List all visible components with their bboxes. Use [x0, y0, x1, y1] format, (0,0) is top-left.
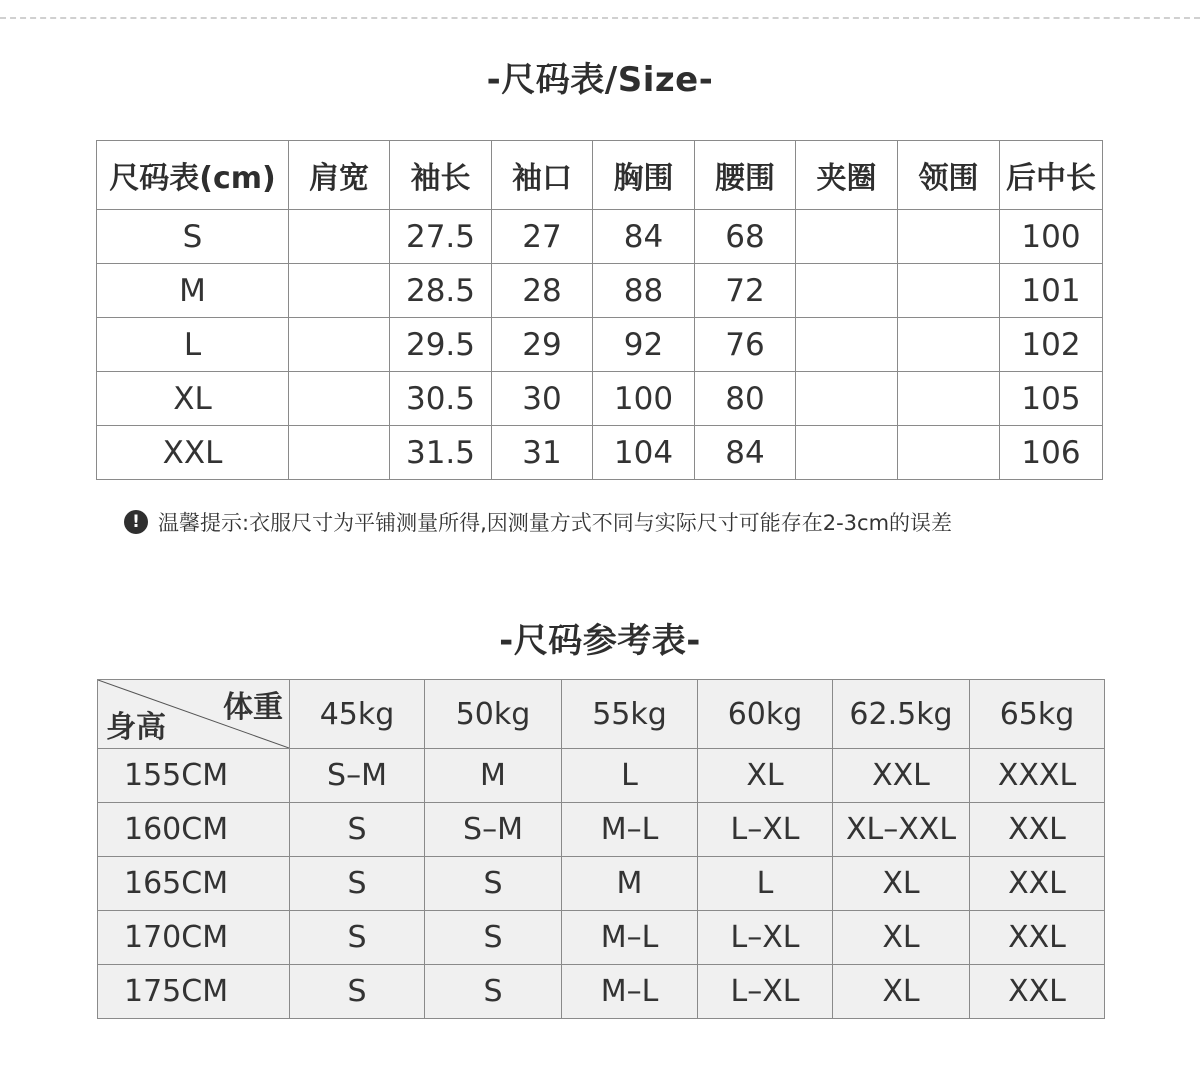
measurement-cell: 29 — [492, 318, 593, 372]
size-row — [97, 264, 1103, 318]
recommended-size-cell: S — [425, 857, 562, 911]
recommended-size-cell: S — [290, 857, 425, 911]
measurement-cell — [796, 372, 898, 426]
measurement-cell: 29.5 — [390, 318, 492, 372]
measurement-cell: 88 — [593, 264, 695, 318]
measurement-cell: 30.5 — [390, 372, 492, 426]
weight-label: 体重 — [223, 690, 283, 725]
recommended-size-cell: XXL — [970, 965, 1105, 1019]
measurement-cell: 100 — [1000, 210, 1103, 264]
size-notice — [124, 505, 952, 539]
recommended-size-cell: S — [425, 965, 562, 1019]
reference-table-title: -尺码参考表- — [499, 621, 701, 661]
size-reference-table — [97, 679, 1105, 1019]
measurement-cell — [796, 318, 898, 372]
height-cell: 170CM — [98, 911, 290, 965]
header-chest: 胸围 — [593, 141, 695, 210]
measurement-cell: 28.5 — [390, 264, 492, 318]
measurement-cell — [289, 318, 390, 372]
measurement-cell: 72 — [695, 264, 796, 318]
recommended-size-cell: XXL — [970, 803, 1105, 857]
recommended-size-cell: XXL — [833, 749, 970, 803]
recommended-size-cell: S — [290, 803, 425, 857]
reference-row — [98, 857, 1105, 911]
recommended-size-cell: XL — [833, 965, 970, 1019]
header-armhole: 夹圈 — [796, 141, 898, 210]
measurement-cell: 104 — [593, 426, 695, 480]
measurement-cell: 100 — [593, 372, 695, 426]
measurement-cell: 92 — [593, 318, 695, 372]
weight-column-header: 55kg — [562, 680, 698, 749]
measurement-cell: 27 — [492, 210, 593, 264]
size-table-header-row — [97, 141, 1103, 210]
exclamation-icon: ! — [124, 510, 148, 534]
measurement-cell — [898, 426, 1000, 480]
measurement-cell: 102 — [1000, 318, 1103, 372]
recommended-size-cell: L–XL — [698, 911, 833, 965]
recommended-size-cell: S — [290, 965, 425, 1019]
recommended-size-cell: M — [562, 857, 698, 911]
notice-text: 温馨提示:衣服尺寸为平铺测量所得,因测量方式不同与实际尺寸可能存在2-3cm的误差 — [158, 511, 953, 535]
measurement-cell — [796, 264, 898, 318]
size-label-cell: S — [97, 210, 289, 264]
size-label-cell: M — [97, 264, 289, 318]
size-label-cell: L — [97, 318, 289, 372]
recommended-size-cell: XL — [833, 911, 970, 965]
weight-column-header: 50kg — [425, 680, 562, 749]
size-row — [97, 318, 1103, 372]
recommended-size-cell: S — [290, 911, 425, 965]
recommended-size-cell: M — [425, 749, 562, 803]
height-label: 身高 — [106, 710, 166, 745]
reference-header-row — [98, 680, 1105, 749]
header-sleeve-length: 袖长 — [390, 141, 492, 210]
measurement-cell — [796, 210, 898, 264]
header-cuff: 袖口 — [492, 141, 593, 210]
top-dashed-divider — [0, 17, 1200, 19]
measurement-cell — [289, 372, 390, 426]
recommended-size-cell: M–L — [562, 803, 698, 857]
recommended-size-cell: XL–XXL — [833, 803, 970, 857]
weight-column-header: 60kg — [698, 680, 833, 749]
recommended-size-cell: L — [698, 857, 833, 911]
reference-row — [98, 965, 1105, 1019]
measurement-cell — [898, 372, 1000, 426]
size-label-cell: XXL — [97, 426, 289, 480]
recommended-size-cell: XL — [698, 749, 833, 803]
measurement-cell — [796, 426, 898, 480]
size-label-cell: XL — [97, 372, 289, 426]
recommended-size-cell: XXL — [970, 911, 1105, 965]
measurement-cell: 30 — [492, 372, 593, 426]
measurement-cell — [289, 210, 390, 264]
measurement-cell — [898, 210, 1000, 264]
measurement-cell — [898, 264, 1000, 318]
measurement-cell: 28 — [492, 264, 593, 318]
recommended-size-cell: S–M — [290, 749, 425, 803]
header-back-length: 后中长 — [1000, 141, 1103, 210]
measurement-cell: 101 — [1000, 264, 1103, 318]
recommended-size-cell: L — [562, 749, 698, 803]
recommended-size-cell: XL — [833, 857, 970, 911]
header-waist: 腰围 — [695, 141, 796, 210]
recommended-size-cell: S–M — [425, 803, 562, 857]
measurement-cell — [289, 426, 390, 480]
size-row — [97, 372, 1103, 426]
reference-row — [98, 749, 1105, 803]
size-table — [96, 140, 1103, 480]
height-cell: 155CM — [98, 749, 290, 803]
measurement-cell: 31.5 — [390, 426, 492, 480]
measurement-cell — [898, 318, 1000, 372]
recommended-size-cell: XXL — [970, 857, 1105, 911]
weight-column-header: 62.5kg — [833, 680, 970, 749]
header-size-cm: 尺码表(cm) — [97, 141, 289, 210]
recommended-size-cell: L–XL — [698, 803, 833, 857]
recommended-size-cell: XXXL — [970, 749, 1105, 803]
height-cell: 165CM — [98, 857, 290, 911]
header-neck: 领围 — [898, 141, 1000, 210]
reference-row — [98, 911, 1105, 965]
measurement-cell: 80 — [695, 372, 796, 426]
measurement-cell: 76 — [695, 318, 796, 372]
measurement-cell: 31 — [492, 426, 593, 480]
height-cell: 160CM — [98, 803, 290, 857]
measurement-cell: 105 — [1000, 372, 1103, 426]
measurement-cell: 106 — [1000, 426, 1103, 480]
measurement-cell — [289, 264, 390, 318]
measurement-cell: 84 — [593, 210, 695, 264]
measurement-cell: 68 — [695, 210, 796, 264]
size-row — [97, 426, 1103, 480]
measurement-cell: 84 — [695, 426, 796, 480]
size-row — [97, 210, 1103, 264]
height-cell: 175CM — [98, 965, 290, 1019]
weight-column-header: 65kg — [970, 680, 1105, 749]
recommended-size-cell: M–L — [562, 965, 698, 1019]
weight-column-header: 45kg — [290, 680, 425, 749]
recommended-size-cell: L–XL — [698, 965, 833, 1019]
reference-row — [98, 803, 1105, 857]
recommended-size-cell: M–L — [562, 911, 698, 965]
header-shoulder: 肩宽 — [289, 141, 390, 210]
height-weight-corner-cell — [98, 680, 290, 749]
measurement-cell: 27.5 — [390, 210, 492, 264]
recommended-size-cell: S — [425, 911, 562, 965]
size-table-title: -尺码表/Size- — [486, 60, 714, 100]
